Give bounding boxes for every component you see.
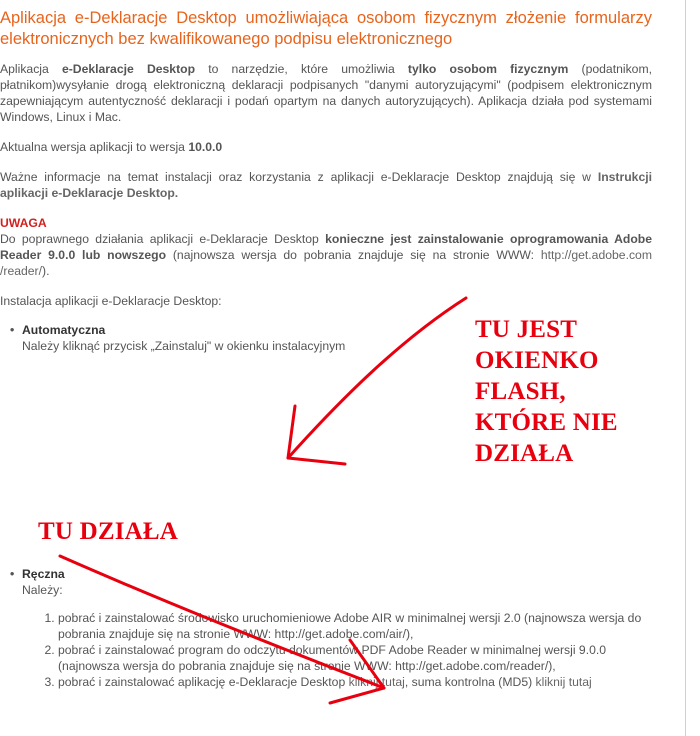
manual-section xyxy=(0,566,652,690)
method-manual-desc: Należy: xyxy=(22,583,63,597)
uwaga-paragraph xyxy=(0,231,652,279)
uwaga-text-1: Do poprawnego działania aplikacji e-Deklaracje Desktop xyxy=(0,232,326,246)
step3-text-2: , suma kontrolna (MD5) xyxy=(404,675,536,689)
manual-step-1: 1. pobrać i zainstalować środowisko uruchomieniowe Adobe AIR w minimalnej wersji 2.0 (najnowsza wersja do pobrania znajduje się na stronie WWW: http://get.adobe.com/air/), xyxy=(58,610,652,642)
download-app-link[interactable]: kliknij tutaj xyxy=(348,675,405,689)
adobe-reader-link[interactable]: http://get.adobe.com /reader/ xyxy=(0,248,652,278)
method-manual-title: Ręczna xyxy=(22,567,65,581)
info-text: Ważne informacje na temat instalacji oraz korzystania z aplikacji e-Deklaracje Desktop znajdują się w xyxy=(0,170,598,184)
page-title: Aplikacja e-Deklaracje Desktop umożliwiająca osobom fizycznym złożenie formularzy elektronicznych bez kwalifikowanego podpisu elektronicznego xyxy=(0,9,652,48)
intro-text-3: (podatnikom, płatnikom)wysyłanie drogą elektroniczną deklaracji podpisanych "danymi autoryzującymi" (podpisem elektronicznym zapewniającym autentyczność deklaracji i podań opartym na danych autoryzujących). Aplikacja działa pod systemami Windows, Linux i Mac. xyxy=(0,62,652,124)
method-automatic-desc: Należy kliknąć przycisk „Zainstaluj" w okienku instalacyjnym xyxy=(22,339,346,353)
instructions-link[interactable]: Instrukcji aplikacji e-Deklaracje Desktop. xyxy=(0,170,652,200)
install-heading: Instalacja aplikacji e-Deklaracje Desktop: xyxy=(0,294,222,308)
checksum-link[interactable]: kliknij tutaj xyxy=(535,675,592,689)
intro-paragraph xyxy=(0,61,652,125)
step3-text-1: pobrać i zainstalować aplikację e-Deklaracje Desktop xyxy=(58,675,349,689)
intro-app-name: e-Deklaracje Desktop xyxy=(61,62,196,76)
manual-steps xyxy=(0,610,652,690)
manual-methods xyxy=(0,566,652,598)
note-line: OKIENKO xyxy=(475,347,599,374)
bullet: • xyxy=(10,567,15,581)
intro-text-1: Aplikacja xyxy=(0,62,62,76)
version-paragraph xyxy=(0,139,652,155)
uwaga-label: UWAGA xyxy=(0,216,47,230)
note-line: FLASH, xyxy=(475,378,566,405)
bullet: • xyxy=(10,323,15,337)
note-line: KTÓRE NIE xyxy=(475,409,618,436)
manual-step-2: 2. pobrać i zainstalować program do odczytu dokumentów PDF Adobe Reader w minimalnej wersji 9.0.0 (najnowsza wersja do pobrania znajduje się na stronie WWW: http://get.adobe.com/reader/), xyxy=(58,642,652,674)
note-line: DZIAŁA xyxy=(475,440,574,467)
content xyxy=(0,8,652,354)
version-number: 10.0.0 xyxy=(188,140,223,154)
uwaga-text-2: (najnowsza wersja do pobrania znajduje się na stronie WWW: xyxy=(166,248,541,262)
intro-only-persons: tylko osobom fizycznym xyxy=(407,62,569,76)
manual-step-3 xyxy=(58,674,652,690)
note-works-here: TU DZIAŁA xyxy=(38,518,179,545)
uwaga-text-3: ). xyxy=(42,264,50,278)
method-manual xyxy=(0,566,652,598)
version-text: Aktualna wersja aplikacji to wersja xyxy=(0,140,189,154)
uwaga-required: konieczne jest zainstalowanie oprogramowania Adobe Reader 9.0.0 lub nowszego xyxy=(0,232,652,262)
note-flash-not-working xyxy=(475,314,675,469)
method-automatic-title: Automatyczna xyxy=(22,323,106,337)
note-line: TU JEST xyxy=(475,316,578,343)
intro-text-2: to narzędzie, które umożliwia xyxy=(195,62,408,76)
info-paragraph xyxy=(0,169,652,201)
